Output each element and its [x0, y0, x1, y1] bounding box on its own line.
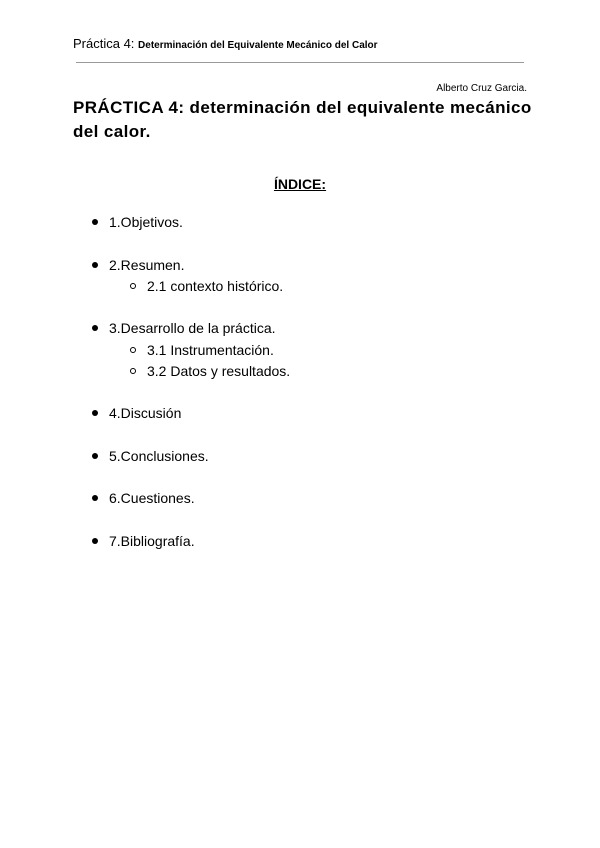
bullet-disc-icon [92, 447, 109, 465]
running-header [73, 36, 378, 54]
toc-item-label: 7.Bibliografía. [109, 533, 195, 549]
bullet-disc-icon [92, 489, 109, 507]
header-practice-label: Práctica 4: [73, 36, 139, 51]
header-practice-subtitle: Determinación del Equivalente Mecánico del Calor [138, 40, 378, 51]
author-name: Alberto Cruz Garcia. [436, 83, 527, 94]
toc-item-cuestiones[interactable] [92, 489, 195, 507]
bullet-disc-icon [92, 404, 109, 422]
toc-item-label: 3.Desarrollo de la práctica. [109, 320, 276, 336]
bullet-disc-icon [92, 532, 109, 550]
toc-item-label: 2.Resumen. [109, 257, 185, 273]
bullet-disc-icon [92, 213, 109, 231]
index-heading: ÍNDICE: [273, 176, 327, 192]
toc-item-desarrollo[interactable] [92, 319, 276, 337]
toc-item-resumen[interactable] [92, 256, 184, 274]
toc-subitem-label: 3.2 Datos y resultados. [147, 363, 291, 379]
toc-item-label: 4.Discusión [109, 405, 182, 421]
header-divider [76, 62, 524, 63]
toc-subitem-label: 2.1 contexto histórico. [147, 278, 284, 294]
toc-item-bibliografia[interactable] [92, 532, 195, 550]
toc-item-conclusiones[interactable] [92, 447, 209, 465]
bullet-circle-icon [130, 341, 147, 359]
toc-item-label: 1.Objetivos. [109, 214, 183, 230]
bullet-disc-icon [92, 319, 109, 337]
toc-item-label: 6.Cuestiones. [109, 490, 195, 506]
toc-subitem-datos-resultados[interactable] [130, 362, 290, 380]
bullet-disc-icon [92, 256, 109, 274]
bullet-circle-icon [130, 362, 147, 380]
toc-subitem-label: 3.1 Instrumentación. [147, 342, 274, 358]
document-title: PRÁCTICA 4: determinación del equivalente mecánico del calor. [73, 98, 532, 141]
toc-item-label: 5.Conclusiones. [109, 448, 209, 464]
toc-subitem-contexto-historico[interactable] [130, 277, 283, 295]
toc-subitem-instrumentacion[interactable] [130, 341, 274, 359]
toc-item-objetivos[interactable] [92, 213, 183, 231]
bullet-circle-icon [130, 277, 147, 295]
toc-item-discusion[interactable] [92, 404, 181, 422]
